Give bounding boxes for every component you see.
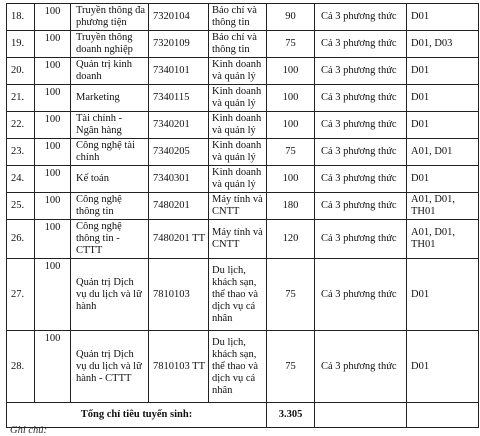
row-stt: 21. — [7, 85, 35, 112]
row-method: Cả 3 phương thức — [315, 166, 407, 193]
row-target: 75 — [267, 331, 315, 403]
admission-quota-table — [6, 3, 479, 428]
row-field-group: Báo chí và thông tin — [209, 4, 267, 31]
row-subject-combo: D01 — [407, 331, 479, 403]
row-quota: 100 — [35, 193, 71, 220]
row-quota: 100 — [35, 259, 71, 331]
row-major-name: Tài chính - Ngân hàng — [71, 112, 149, 139]
row-major-name: Quản trị kinh doanh — [71, 58, 149, 85]
row-field-group: Kinh doanh và quản lý — [209, 58, 267, 85]
table-row — [7, 139, 479, 166]
row-quota: 100 — [35, 139, 71, 166]
row-major-name: Công nghệ tài chính — [71, 139, 149, 166]
row-method: Cả 3 phương thức — [315, 220, 407, 259]
row-major-name: Quản trị Dịch vụ du lịch và lữ hành — [71, 259, 149, 331]
footnote: Ghi chú: — [10, 425, 48, 436]
row-target: 75 — [267, 259, 315, 331]
total-empty-cell — [407, 403, 479, 428]
row-field-group: Báo chí và thông tin — [209, 31, 267, 58]
row-field-group: Kinh doanh và quản lý — [209, 112, 267, 139]
row-major-code: 7810103 TT — [149, 331, 209, 403]
total-empty-cell — [315, 403, 407, 428]
row-method: Cả 3 phương thức — [315, 259, 407, 331]
row-stt: 26. — [7, 220, 35, 259]
row-target: 180 — [267, 193, 315, 220]
row-target: 100 — [267, 112, 315, 139]
row-stt: 20. — [7, 58, 35, 85]
row-method: Cả 3 phương thức — [315, 331, 407, 403]
row-subject-combo: A01, D01 — [407, 139, 479, 166]
row-quota: 100 — [35, 31, 71, 58]
table-row — [7, 193, 479, 220]
row-subject-combo: D01 — [407, 166, 479, 193]
row-stt: 27. — [7, 259, 35, 331]
row-stt: 22. — [7, 112, 35, 139]
row-major-code: 7810103 — [149, 259, 209, 331]
row-major-code: 7320109 — [149, 31, 209, 58]
row-target: 75 — [267, 139, 315, 166]
table-row — [7, 58, 479, 85]
row-subject-combo: A01, D01, TH01 — [407, 193, 479, 220]
row-quota: 100 — [35, 4, 71, 31]
row-stt: 24. — [7, 166, 35, 193]
row-target: 90 — [267, 4, 315, 31]
row-stt: 18. — [7, 4, 35, 31]
table-row — [7, 4, 479, 31]
row-major-name: Truyền thông doanh nghiệp — [71, 31, 149, 58]
row-major-code: 7340115 — [149, 85, 209, 112]
table-row — [7, 331, 479, 403]
row-stt: 25. — [7, 193, 35, 220]
table-row — [7, 112, 479, 139]
row-subject-combo: D01, D03 — [407, 31, 479, 58]
row-target: 120 — [267, 220, 315, 259]
row-method: Cả 3 phương thức — [315, 58, 407, 85]
row-method: Cả 3 phương thức — [315, 31, 407, 58]
row-field-group: Du lịch, khách sạn, thể thao và dịch vụ cá nhân — [209, 259, 267, 331]
total-value: 3.305 — [267, 403, 315, 428]
row-stt: 19. — [7, 31, 35, 58]
row-major-name: Kế toán — [71, 166, 149, 193]
row-field-group: Kinh doanh và quản lý — [209, 166, 267, 193]
row-target: 100 — [267, 58, 315, 85]
row-stt: 28. — [7, 331, 35, 403]
row-major-name: Công nghệ thông tin - CTTT — [71, 220, 149, 259]
row-method: Cả 3 phương thức — [315, 85, 407, 112]
row-major-code: 7340301 — [149, 166, 209, 193]
table-row — [7, 166, 479, 193]
row-field-group: Kinh doanh và quản lý — [209, 85, 267, 112]
row-major-code: 7480201 TT — [149, 220, 209, 259]
table-row — [7, 85, 479, 112]
row-quota: 100 — [35, 85, 71, 112]
row-quota: 100 — [35, 112, 71, 139]
row-subject-combo: D01 — [407, 4, 479, 31]
row-major-code: 7340101 — [149, 58, 209, 85]
row-quota: 100 — [35, 220, 71, 259]
row-major-name: Truyền thông đa phương tiện — [71, 4, 149, 31]
row-major-code: 7340201 — [149, 112, 209, 139]
total-row — [7, 403, 479, 428]
table-row — [7, 259, 479, 331]
row-subject-combo: D01 — [407, 112, 479, 139]
row-target: 75 — [267, 31, 315, 58]
row-major-name: Quản trị Dịch vụ du lịch và lữ hành - CTTT — [71, 331, 149, 403]
row-quota: 100 — [35, 331, 71, 403]
row-field-group: Du lịch, khách sạn, thể thao và dịch vụ cá nhân — [209, 331, 267, 403]
row-method: Cả 3 phương thức — [315, 193, 407, 220]
row-subject-combo: D01 — [407, 58, 479, 85]
row-method: Cả 3 phương thức — [315, 139, 407, 166]
row-major-code: 7320104 — [149, 4, 209, 31]
row-stt: 23. — [7, 139, 35, 166]
row-major-code: 7340205 — [149, 139, 209, 166]
row-method: Cả 3 phương thức — [315, 112, 407, 139]
row-major-code: 7480201 — [149, 193, 209, 220]
row-method: Cả 3 phương thức — [315, 4, 407, 31]
table-row — [7, 220, 479, 259]
row-target: 100 — [267, 85, 315, 112]
row-field-group: Máy tính và CNTT — [209, 220, 267, 259]
row-subject-combo: D01 — [407, 259, 479, 331]
row-subject-combo: A01, D01, TH01 — [407, 220, 479, 259]
row-quota: 100 — [35, 166, 71, 193]
row-quota: 100 — [35, 58, 71, 85]
row-major-name: Marketing — [71, 85, 149, 112]
row-major-name: Công nghệ thông tin — [71, 193, 149, 220]
table-row — [7, 31, 479, 58]
row-subject-combo: D01 — [407, 85, 479, 112]
row-field-group: Kinh doanh và quản lý — [209, 139, 267, 166]
total-label: Tổng chỉ tiêu tuyển sinh: — [7, 403, 267, 428]
row-field-group: Máy tính và CNTT — [209, 193, 267, 220]
row-target: 100 — [267, 166, 315, 193]
